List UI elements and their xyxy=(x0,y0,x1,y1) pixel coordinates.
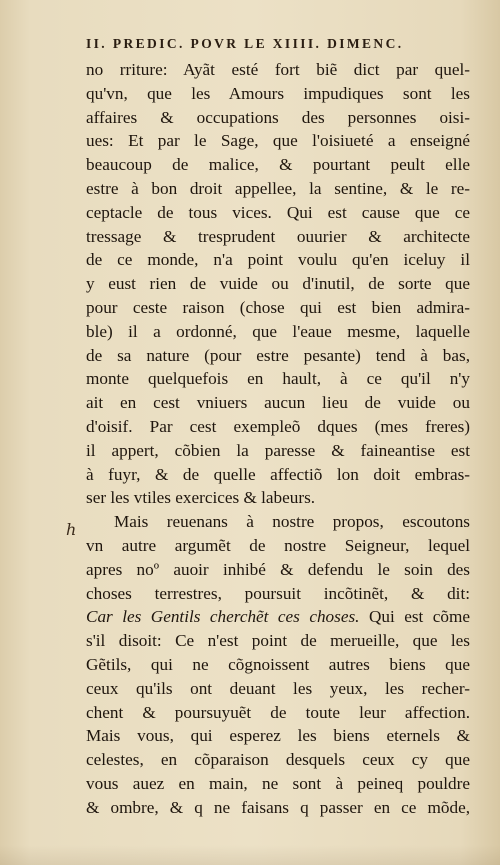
text-line: vous auez en main, ne sont à peineq pouldre xyxy=(86,773,470,793)
text-line: choses terrestres, poursuit incõtinẽt, & dit: xyxy=(86,583,470,603)
text-line: affaires & occupations des personnes oisi- xyxy=(86,107,470,127)
text-line: ceux qu'ils ont deuant les yeux, les recher- xyxy=(86,678,470,698)
text-line: apres noº auoir inhibé & defendu le soin des xyxy=(86,559,470,579)
text-line: celestes, en cõparaison desquels ceux cy que xyxy=(86,750,470,770)
text-line: Mais vous, qui esperez les biens eternels & xyxy=(86,726,470,746)
text-line: no rriture: Ayãt esté fort biẽ dict par quel- xyxy=(86,60,470,79)
text-line: de ce monde, n'a point voulu qu'en iceluy il xyxy=(86,250,470,270)
text-line: Mais reuenans à nostre propos, escoutons xyxy=(114,512,470,532)
text-line: à fuyr, & de quelle affectiõ lon doit embras- xyxy=(86,464,470,484)
text-line: vn autre argumẽt de nostre Seigneur, lequel xyxy=(86,535,470,555)
text-line: ceptacle de tous vices. Qui est cause que ce xyxy=(86,202,470,222)
text-line: s'il disoit: Ce n'est point de merueille, que les xyxy=(86,631,470,651)
text-line: ait en cest vniuers aucun lieu de vuide ou xyxy=(86,393,470,413)
body-text xyxy=(86,58,470,820)
page-edge-shadow xyxy=(0,845,500,865)
text-line: il appert, cõbien la paresse & faineantise est xyxy=(86,440,470,460)
text-line: qu'vn, que les Amours impudiques sont les xyxy=(86,83,470,103)
text-line: ser les vtiles exercices & labeurs. xyxy=(86,488,316,508)
text-line: pour ceste raison (chose qui est bien admira- xyxy=(86,297,470,317)
text-line: chent & poursuyuẽt de toute leur affection. xyxy=(86,702,470,722)
text-line: estre à bon droit appellee, la sentine, & le re- xyxy=(86,178,470,198)
text-line: ues: Et par le Sage, que l'oisiueté a enseigné xyxy=(86,131,470,151)
text-line: beaucoup de malice, & pourtant peult elle xyxy=(86,155,470,175)
text-line: tressage & tresprudent ouurier & architecte xyxy=(86,226,470,246)
text-line: monte quelquefois en hault, à ce qu'il n'y xyxy=(86,369,470,389)
text-line: y eust rien de vuide ou d'inutil, de sorte que xyxy=(86,274,470,294)
text-line: Gẽtils, qui ne cõgnoissent autres biens que xyxy=(86,654,470,674)
text-line: de sa nature (pour estre pesante) tend à bas, xyxy=(86,345,470,365)
text-line: ble) il a ordonné, que l'eaue mesme, laquelle xyxy=(86,321,470,341)
margin-annotation: ℎ xyxy=(66,520,77,539)
text-line: & ombre, & q ne faisans q passer en ce mõde, xyxy=(86,797,470,817)
text-line: d'oisif. Par cest exempleõ dques (mes freres) xyxy=(86,416,470,436)
text-line: Car les Gentils cherchẽt ces choses. Qui est cõme xyxy=(86,607,470,627)
scripture-quote: Car les Gentils cherchẽt ces choses. xyxy=(86,607,360,627)
running-header: II. PREDIC. POVR LE XIIII. DIMENC. xyxy=(86,36,404,51)
